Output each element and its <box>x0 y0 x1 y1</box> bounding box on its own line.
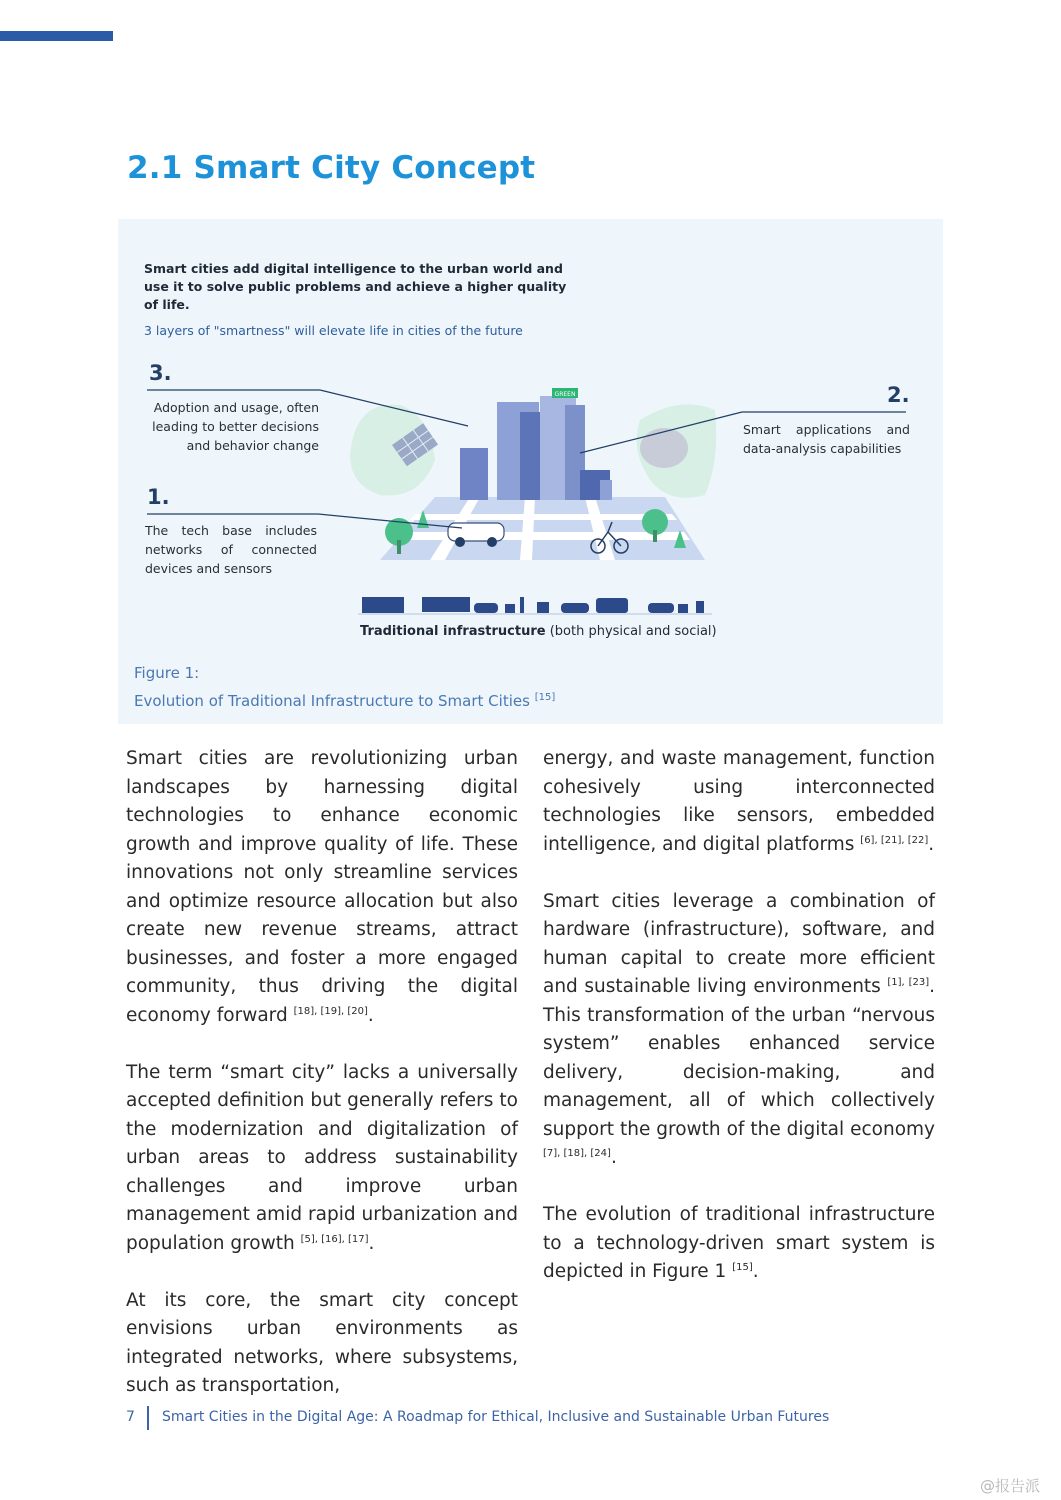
paragraph: Smart cities are revolutionizing urban landscapes by harnessing digital technologies to enhance economic growth and improve quality of life. These innovations not only streamline services and optimize resource allocation but also create new revenue streams, attract businesses, and foster a more engaged community, thus driving the digital economy forward [18], [19], [20]. <box>126 748 518 1026</box>
paragraph: energy, and waste management, function cohesively using interconnected technologies like sensors, embedded intelligence, and digital platforms [6], [21], [22]. <box>543 748 935 855</box>
layer-2-text: Smart applications and data-analysis capabilities <box>743 422 910 456</box>
brain-icon <box>640 428 688 468</box>
figure-caption-text: Evolution of Traditional Infrastructure to Smart Cities [15] <box>134 692 556 710</box>
flag-text: GREEN <box>554 391 576 398</box>
figure-caption-label: Figure 1: <box>134 664 200 682</box>
building <box>600 480 612 500</box>
layer-3-number: 3. <box>149 361 172 385</box>
traditional-infrastructure-vehicles <box>362 597 704 613</box>
traditional-infrastructure-label: Traditional infrastructure (both physical and social) <box>360 624 717 639</box>
section-title: 2.1 Smart City Concept <box>127 150 536 186</box>
page-number: 7 <box>126 1409 135 1425</box>
body-left-column <box>126 745 518 1429</box>
layer-3-text: Adoption and usage, often leading to better decisions and behavior change <box>152 400 319 453</box>
figure-intro: Smart cities add digital intelligence to the urban world and use it to solve public problems and achieve a higher quality of life. <box>144 261 567 312</box>
footer-separator <box>147 1406 149 1430</box>
paragraph: At its core, the smart city concept envisions urban environments as integrated networks, where subsystems, such as transportation, <box>126 1289 518 1396</box>
figure-subtitle: 3 layers of "smartness" will elevate life in cities of the future <box>144 323 523 338</box>
building <box>460 448 488 500</box>
layer-2-number: 2. <box>887 383 910 407</box>
footer-title: Smart Cities in the Digital Age: A Roadmap for Ethical, Inclusive and Sustainable Urban Futures <box>162 1409 830 1425</box>
paragraph: Smart cities leverage a combination of hardware (infrastructure), software, and human capital to create more efficient and sustainable living environments [1], [23]. This transformation of the urban “nervous system” enables enhanced service delivery, decision-making, and management, all of which collectively support the growth of the digital economy [7], [18], [24]. <box>543 890 935 1168</box>
paragraph: The term “smart city” lacks a universally accepted definition but generally refers to the modernization and digitalization of urban areas to address sustainability challenges and improve urban management amid rapid urbanization and population growth [5], [16], [17]. <box>126 1061 518 1254</box>
body-right-column <box>543 745 935 1315</box>
layer-1-text: The tech base includes networks of connected devices and sensors <box>145 523 317 576</box>
layer-1-number: 1. <box>147 485 170 509</box>
paragraph: The evolution of traditional infrastructure to a technology-driven smart system is depicted in Figure 1 [15]. <box>543 1204 935 1282</box>
watermark: @报告派 <box>980 1477 1041 1495</box>
